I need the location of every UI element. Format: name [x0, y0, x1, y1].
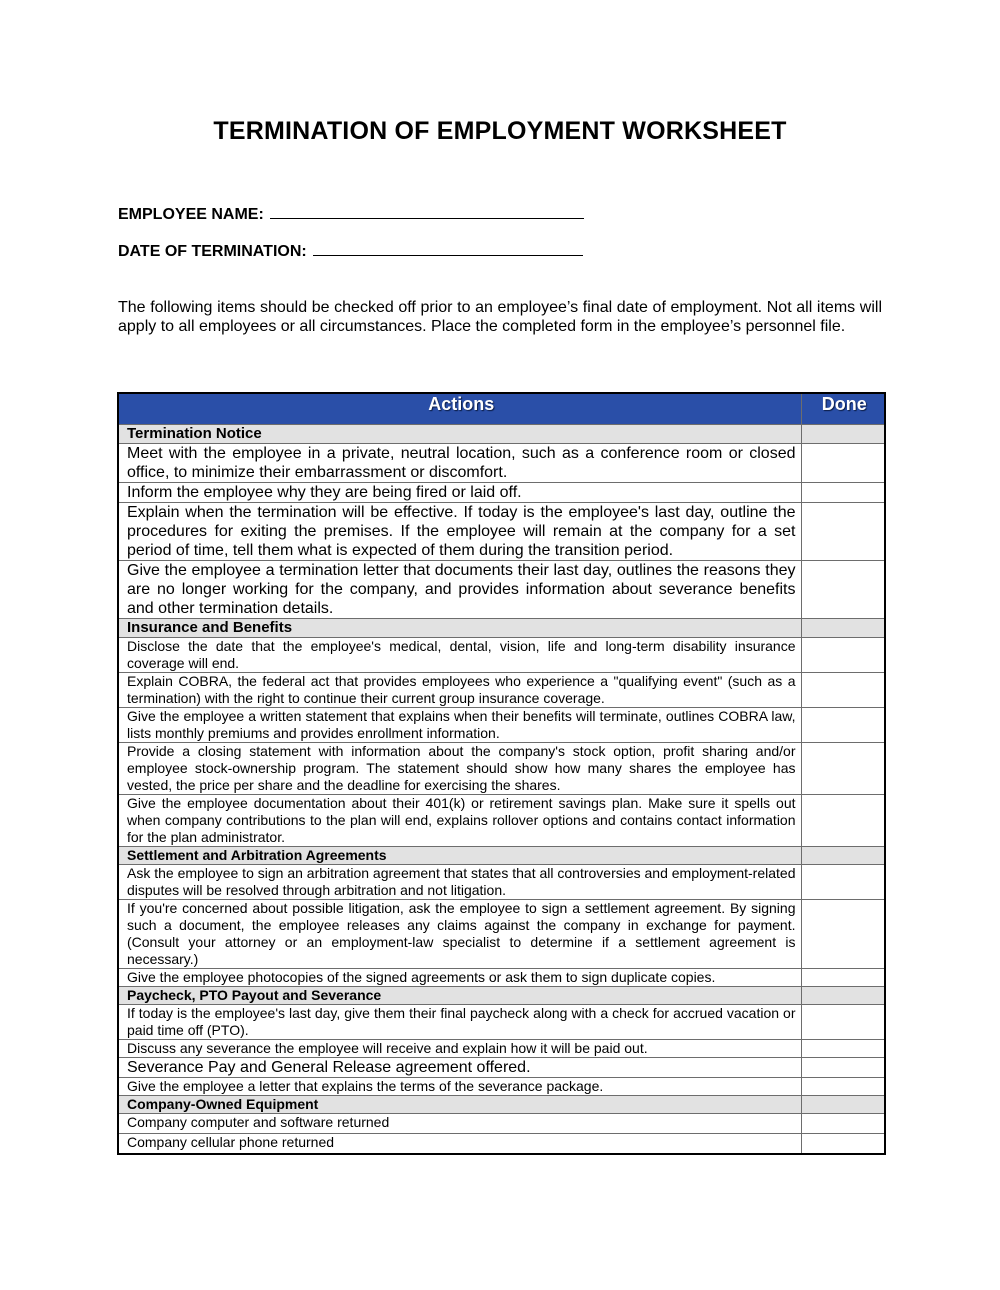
section-done-cell	[801, 847, 885, 865]
section-heading: Settlement and Arbitration Agreements	[118, 847, 801, 865]
table-row	[118, 503, 885, 561]
table-row	[118, 1005, 885, 1040]
intro-paragraph: The following items should be checked off prior to an employee’s final date of employment. Not all items will apply to all employees or all circumstances. Place the completed form in the employee’s personnel file.	[118, 299, 882, 335]
action-text: If you're concerned about possible litigation, ask the employee to sign a settlement agreement. By signing such a document, the employee releases any claims against the company in exchange for payment. (Consult your attorney or an employment-law specialist to determine if a settlement agreement is necessary.)	[118, 900, 801, 969]
done-checkbox-cell[interactable]	[801, 743, 885, 795]
action-text: Give the employee documentation about their 401(k) or retirement savings plan. Make sure it spells out when company contributions to the plan will end, explains rollover options and contains contact information for the plan administrator.	[118, 795, 801, 847]
actions-column-header: Actions	[118, 393, 801, 425]
done-checkbox-cell[interactable]	[801, 483, 885, 503]
table-row	[118, 900, 885, 969]
section-row-company-owned-equipment	[118, 1096, 885, 1114]
action-text: Give the employee a letter that explains the terms of the severance package.	[118, 1078, 801, 1096]
table-row	[118, 1040, 885, 1058]
date-of-termination-field	[118, 241, 583, 261]
table-row	[118, 795, 885, 847]
done-checkbox-cell[interactable]	[801, 865, 885, 900]
employee-name-field	[118, 204, 584, 224]
section-heading: Paycheck, PTO Payout and Severance	[118, 987, 801, 1005]
table-row	[118, 865, 885, 900]
action-text: Explain when the termination will be effective. If today is the employee's last day, outline the procedures for exiting the premises. If the employee will remain at the company for a set period of time, tell them what is expected of them during the transition period.	[118, 503, 801, 561]
employee-name-blank[interactable]	[270, 204, 584, 219]
section-row-insurance-and-benefits	[118, 619, 885, 638]
table-row	[118, 673, 885, 708]
section-done-cell	[801, 619, 885, 638]
action-text: Give the employee a written statement that explains when their benefits will terminate, outlines COBRA law, lists monthly premiums and provides enrollment information.	[118, 708, 801, 743]
section-row-paycheck-pto-severance	[118, 987, 885, 1005]
section-done-cell	[801, 425, 885, 444]
done-checkbox-cell[interactable]	[801, 503, 885, 561]
done-checkbox-cell[interactable]	[801, 444, 885, 483]
table-row	[118, 1134, 885, 1155]
table-row	[118, 1078, 885, 1096]
action-text: Company cellular phone returned	[118, 1134, 801, 1155]
action-text: Give the employee photocopies of the signed agreements or ask them to sign duplicate copies.	[118, 969, 801, 987]
table-row	[118, 708, 885, 743]
table-row	[118, 638, 885, 673]
table-row	[118, 1114, 885, 1134]
action-text: Explain COBRA, the federal act that provides employees who experience a "qualifying event" (such as a termination) with the right to continue their current group insurance coverage.	[118, 673, 801, 708]
done-column-header: Done	[801, 393, 885, 425]
action-text: Company computer and software returned	[118, 1114, 801, 1134]
done-checkbox-cell[interactable]	[801, 1040, 885, 1058]
done-checkbox-cell[interactable]	[801, 1078, 885, 1096]
action-text: Disclose the date that the employee's medical, dental, vision, life and long-term disability insurance coverage will end.	[118, 638, 801, 673]
date-of-termination-label: DATE OF TERMINATION:	[118, 243, 307, 260]
done-checkbox-cell[interactable]	[801, 1134, 885, 1155]
done-checkbox-cell[interactable]	[801, 673, 885, 708]
done-checkbox-cell[interactable]	[801, 795, 885, 847]
action-text: Severance Pay and General Release agreement offered.	[118, 1058, 801, 1078]
done-checkbox-cell[interactable]	[801, 561, 885, 619]
section-done-cell	[801, 1096, 885, 1114]
table-row	[118, 1058, 885, 1078]
done-checkbox-cell[interactable]	[801, 1005, 885, 1040]
page-title: TERMINATION OF EMPLOYMENT WORKSHEET	[213, 117, 787, 145]
action-text: Meet with the employee in a private, neutral location, such as a conference room or closed office, to minimize their embarrassment or discomfort.	[118, 444, 801, 483]
done-checkbox-cell[interactable]	[801, 1114, 885, 1134]
done-checkbox-cell[interactable]	[801, 638, 885, 673]
section-heading: Termination Notice	[118, 425, 801, 444]
action-text: Give the employee a termination letter that documents their last day, outlines the reasons they are no longer working for the company, and provides information about severance benefits and other termination details.	[118, 561, 801, 619]
table-row	[118, 969, 885, 987]
action-text: If today is the employee's last day, give them their final paycheck along with a check for accrued vacation or paid time off (PTO).	[118, 1005, 801, 1040]
table-row	[118, 743, 885, 795]
employee-name-label: EMPLOYEE NAME:	[118, 206, 264, 223]
action-text: Discuss any severance the employee will receive and explain how it will be paid out.	[118, 1040, 801, 1058]
worksheet-table	[117, 392, 886, 1155]
done-checkbox-cell[interactable]	[801, 900, 885, 969]
section-heading: Company-Owned Equipment	[118, 1096, 801, 1114]
action-text: Ask the employee to sign an arbitration agreement that states that all controversies and employment-related disputes will be resolved through arbitration and not litigation.	[118, 865, 801, 900]
table-row	[118, 561, 885, 619]
action-text: Provide a closing statement with information about the company's stock option, profit sharing and/or employee stock-ownership program. The statement should show how many shares the employee has vested, the price per share and the deadline for exercising the shares.	[118, 743, 801, 795]
done-checkbox-cell[interactable]	[801, 708, 885, 743]
table-header-row	[118, 393, 885, 425]
table-row	[118, 444, 885, 483]
done-checkbox-cell[interactable]	[801, 969, 885, 987]
section-done-cell	[801, 987, 885, 1005]
date-of-termination-blank[interactable]	[313, 241, 583, 256]
action-text: Inform the employee why they are being fired or laid off.	[118, 483, 801, 503]
table-row	[118, 483, 885, 503]
section-row-settlement-and-arbitration	[118, 847, 885, 865]
section-heading: Insurance and Benefits	[118, 619, 801, 638]
section-row-termination-notice	[118, 425, 885, 444]
done-checkbox-cell[interactable]	[801, 1058, 885, 1078]
